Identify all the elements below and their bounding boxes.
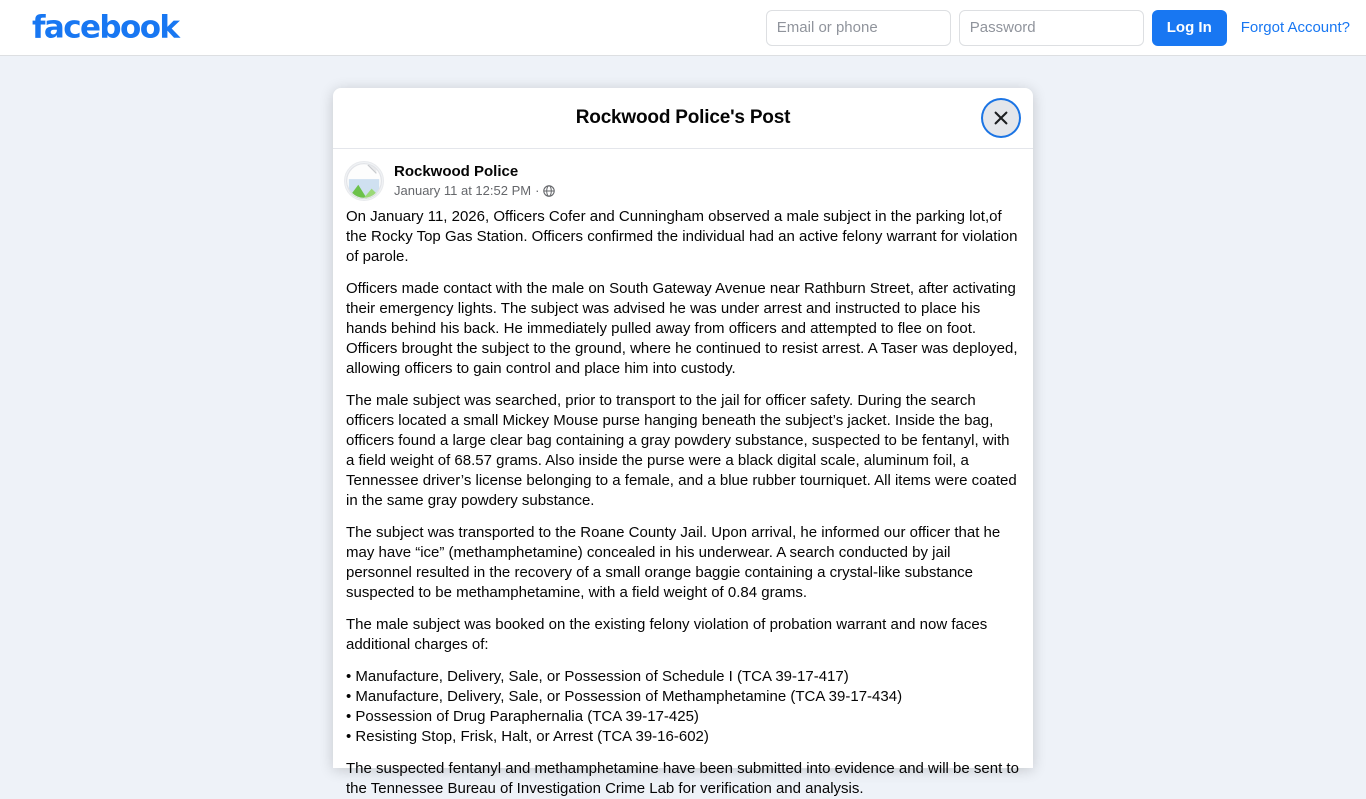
post-paragraph-2: Officers made contact with the male on South Gateway Avenue near Rathburn Street, after activating their emergency lights. The subject was advised he was under arrest and instructed to place his hands behind his back. He immediately pulled away from officers and attempted to flee on foot. Officers brought the subject to the ground, where he continued to resist arrest. A Taser was deployed, allowing officers to gain control and place him into custody. (346, 280, 1018, 377)
facebook-logo[interactable]: facebook (32, 9, 179, 45)
post-timestamp-row (394, 182, 555, 200)
charges-list (346, 667, 1020, 747)
post-paragraph-1: On January 11, 2026, Officers Cofer and Cunningham observed a male subject in the parking lot,of the Rocky Top Gas Station. Officers confirmed the individual had an active felony warrant for violation of parole. (346, 208, 1018, 265)
globe-icon (543, 185, 555, 197)
charge-item: • Manufacture, Delivery, Sale, or Possession of Methamphetamine (TCA 39-17-434) (346, 688, 903, 705)
log-in-button[interactable]: Log In (1152, 10, 1227, 46)
post-paragraph-5: The male subject was booked on the existing felony violation of probation warrant and now faces additional charges of: (346, 616, 988, 653)
dialog-title: Rockwood Police's Post (575, 107, 791, 128)
close-button[interactable] (983, 100, 1019, 136)
post-timestamp[interactable]: January 11 at 12:52 PM (394, 183, 532, 198)
dialog-header (333, 88, 1033, 149)
post-dialog (333, 88, 1033, 797)
close-icon (993, 110, 1009, 126)
broken-image-avatar-icon (345, 162, 383, 200)
site-header (0, 0, 1366, 56)
post-author-row (333, 161, 1033, 201)
charge-item: • Possession of Drug Paraphernalia (TCA 39-17-425) (346, 708, 699, 725)
email-or-phone-input[interactable] (766, 10, 951, 46)
password-input[interactable] (959, 10, 1144, 46)
login-form (766, 10, 1356, 46)
author-meta (394, 161, 555, 200)
post-paragraph-3: The male subject was searched, prior to transport to the jail for officer safety. During the search officers located a small Mickey Mouse purse hanging beneath the subject’s jacket. Inside the bag, officers found a large clear bag containing a gray powdery substance, suspected to be fentanyl, with a field weight of 68.57 grams. Also inside the purse were a black digital scale, aluminum foil, a Tennessee driver’s license belonging to a female, and a blue rubber tourniquet. All items were coated in the same gray powdery substance. (346, 392, 1017, 509)
forgot-account-link[interactable]: Forgot Account? (1240, 19, 1350, 36)
author-name[interactable]: Rockwood Police (394, 163, 519, 180)
avatar[interactable] (344, 161, 384, 201)
post-closing-paragraph: The suspected fentanyl and methamphetamine have been submitted into evidence and will be sent to the Tennessee Bureau of Investigation Crime Lab for verification and analysis. (346, 760, 1019, 797)
post-body (333, 149, 1033, 797)
post-text (333, 207, 1033, 799)
post-paragraph-4: The subject was transported to the Roane County Jail. Upon arrival, he informed our officer that he may have “ice” (methamphetamine) concealed in his underwear. A search conducted by jail personnel resulted in the recovery of a small orange baggie containing a crystal-like substance suspected to be methamphetamine, with a field weight of 0.84 grams. (346, 524, 1001, 601)
timestamp-separator: · (535, 183, 540, 198)
charge-item: • Manufacture, Delivery, Sale, or Possession of Schedule I (TCA 39-17-417) (346, 668, 849, 685)
charge-item: • Resisting Stop, Frisk, Halt, or Arrest (TCA 39-16-602) (346, 728, 709, 745)
